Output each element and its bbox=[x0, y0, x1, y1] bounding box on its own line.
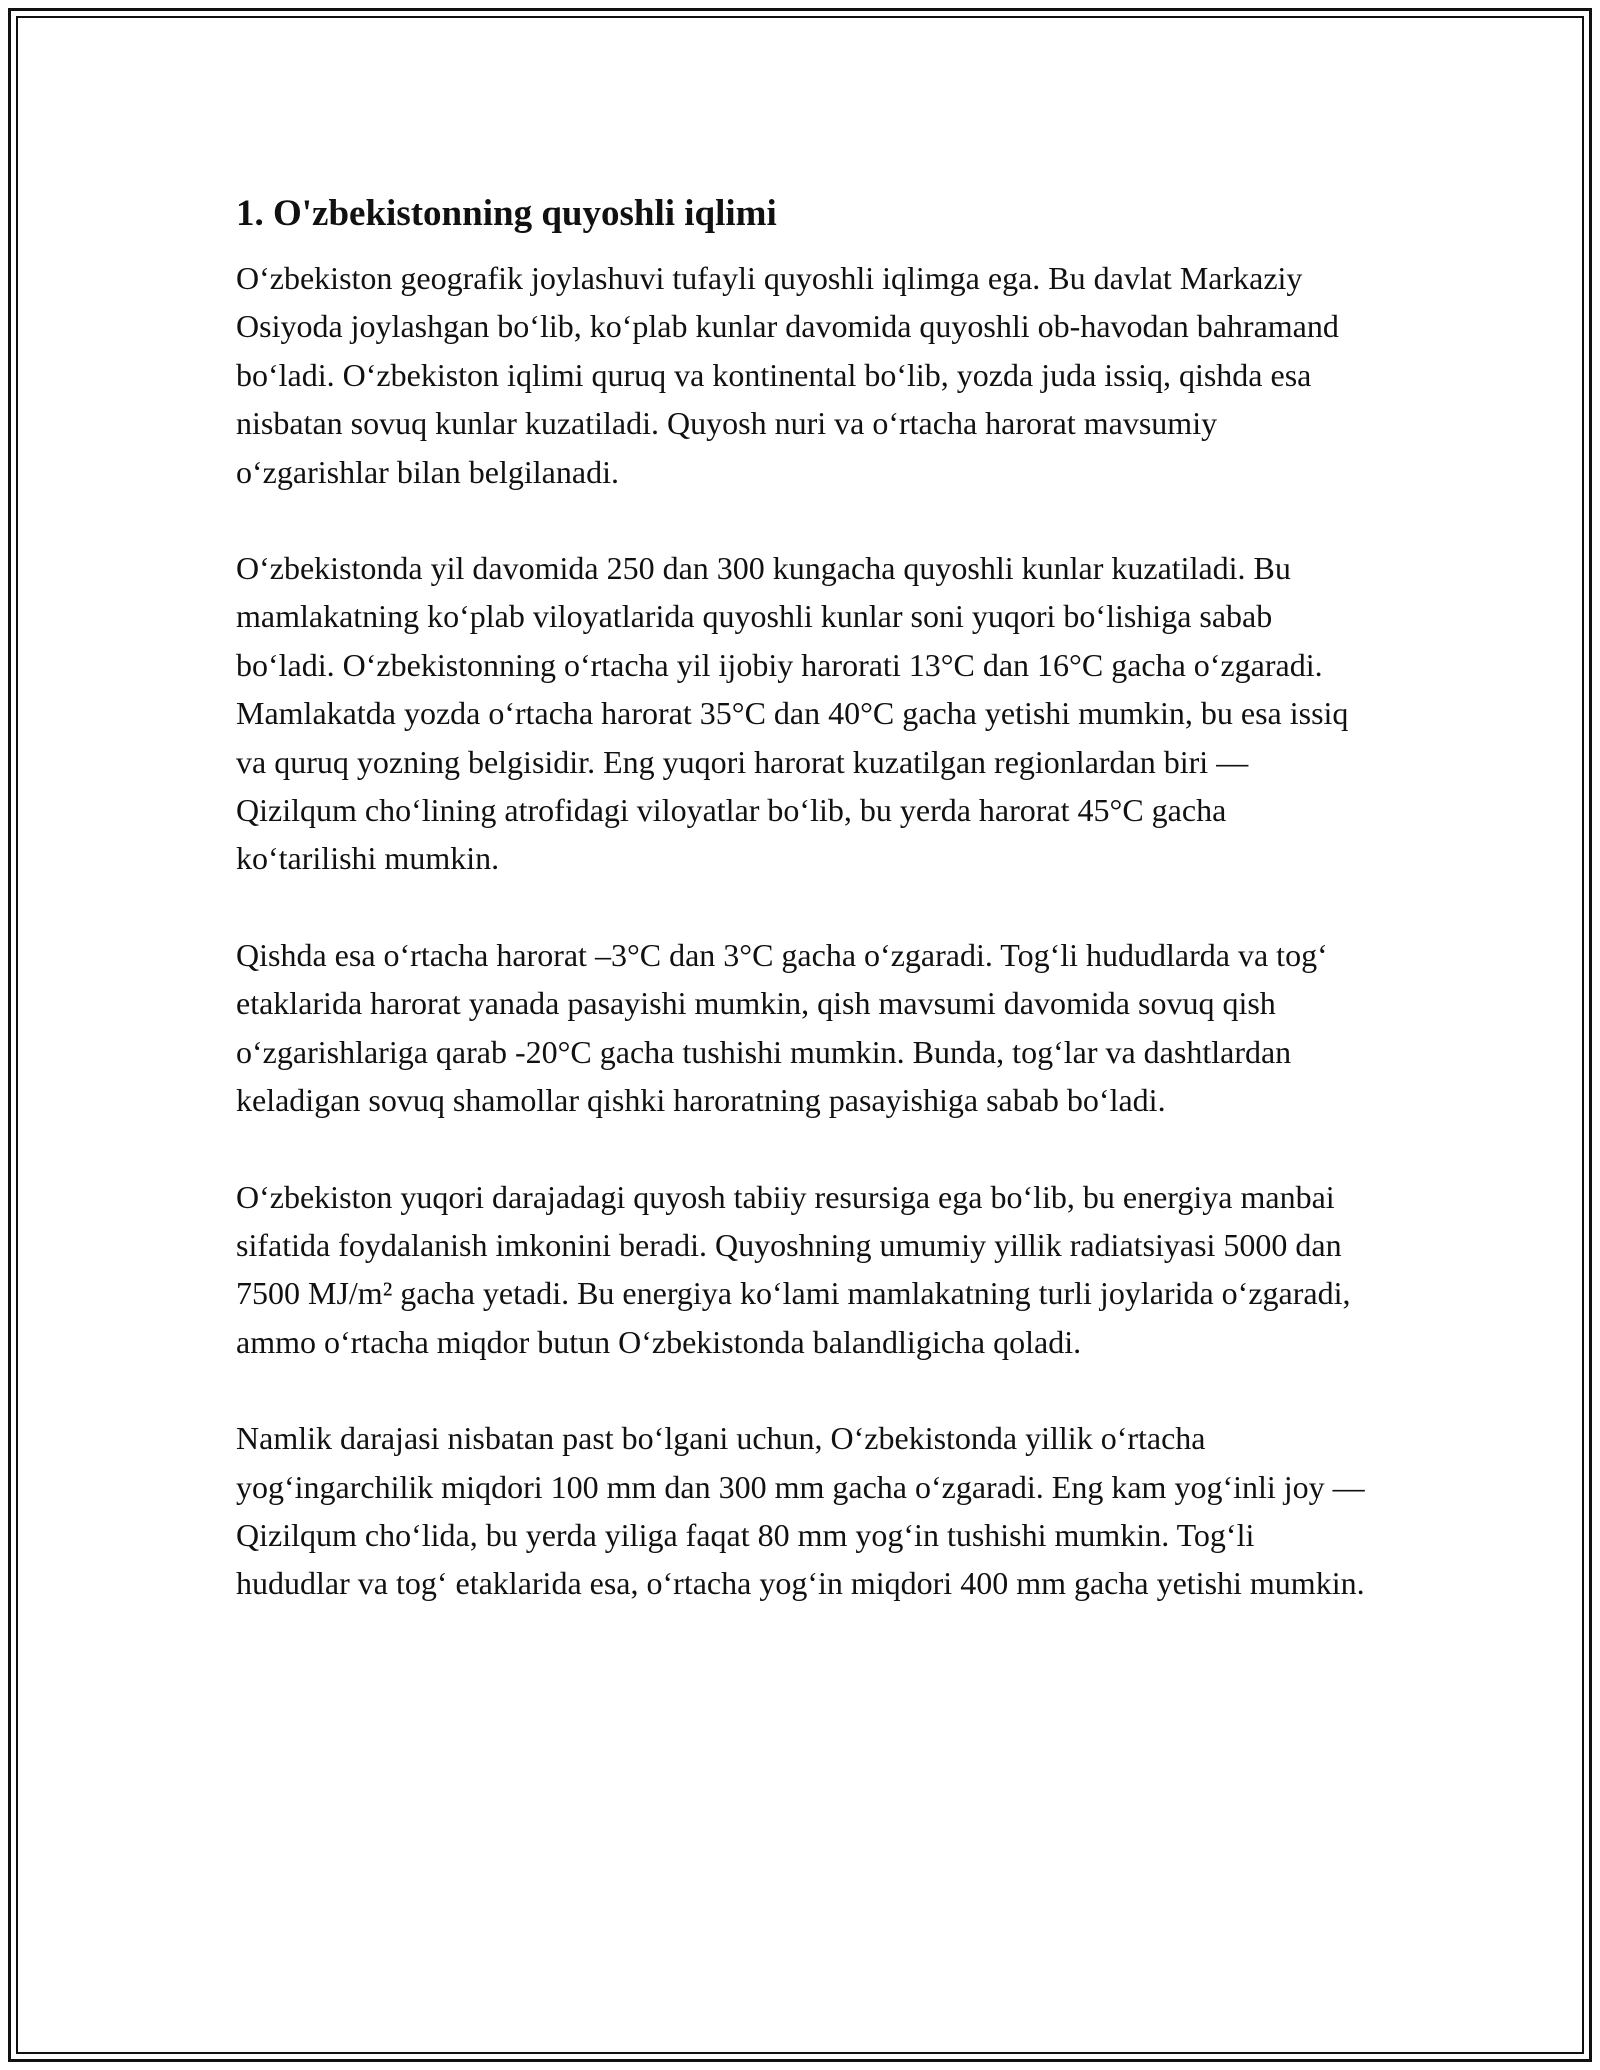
paragraph-precipitation: Namlik darajasi nisbatan past bo‘lgani uchun, O‘zbekistonda yillik o‘rtacha yog‘ingarchilik miqdori 100 mm dan 300 mm gacha o‘zgaradi. Eng kam yog‘inli joy — Qizilqum cho‘lida, bu yerda yiliga faqat 80 mm yog‘in tushishi mumkin. Tog‘li hududlar va tog‘ etaklarida esa, o‘rtacha yog‘in miqdori 400 mm gacha yetishi mumkin. bbox=[236, 1420, 1365, 1602]
paragraph-winter-temperature: Qishda esa o‘rtacha harorat –3°C dan 3°C gacha o‘zgaradi. Tog‘li hududlarda va tog‘ etaklarida harorat yanada pasayishi mumkin, qish mavsumi davomida sovuq qish o‘zgarishlariga qarab -20°C gacha tushishi mumkin. Bunda, tog‘lar va dashtlardan keladigan sovuq shamollar qishki haroratning pasayishiga sabab bo‘ladi. bbox=[236, 936, 1328, 1119]
paragraph-sunny-days-temperature: O‘zbekistonda yil davomida 250 dan 300 kungacha quyoshli kunlar kuzatiladi. Bu mamlakatning ko‘plab viloyatlarida quyoshli kunlar soni yuqori bo‘lishiga sabab bo‘ladi. O‘zbekistonning o‘rtacha yil ijobiy harorati 13°C dan 16°C gacha o‘zgaradi. Mamlakatda yozda o‘rtacha harorat 35°C dan 40°C gacha yetishi mumkin, bu esa issiq va quruq yozning belgisidir. Eng yuqori harorat kuzatilgan regionlardan biri — Qizilqum cho‘lining atrofidagi viloyatlar bo‘lib, bu yerda harorat 45°C gacha ko‘tarilishi mumkin. bbox=[236, 550, 1349, 877]
document-body bbox=[236, 190, 1366, 1656]
paragraph-solar-resource: O‘zbekiston yuqori darajadagi quyosh tabiiy resursiga ega bo‘lib, bu energiya manbai sifatida foydalanish imkonini beradi. Quyoshning umumiy yillik radiatsiyasi 5000 dan 7500 MJ/m² gacha yetadi. Bu energiya ko‘lami mamlakatning turli joylarida o‘zgaradi, ammo o‘rtacha miqdor butun O‘zbekistonda balandligicha qoladi. bbox=[236, 1178, 1351, 1360]
section-title: 1. O'zbekistonning quyoshli iqlimi bbox=[236, 193, 777, 234]
paragraph-climate-overview: O‘zbekiston geografik joylashuvi tufayli quyoshli iqlimga ega. Bu davlat Markaziy Osiyoda joylashgan bo‘lib, ko‘plab kunlar davomida quyoshli ob-havodan bahramand bo‘ladi. O‘zbekiston iqlimi quruq va kontinental bo‘lib, yozda juda issiq, qishda esa nisbatan sovuq kunlar kuzatiladi. Quyosh nuri va o‘rtacha harorat mavsumiy o‘zgarishlar bilan belgilanadi. bbox=[236, 260, 1339, 490]
